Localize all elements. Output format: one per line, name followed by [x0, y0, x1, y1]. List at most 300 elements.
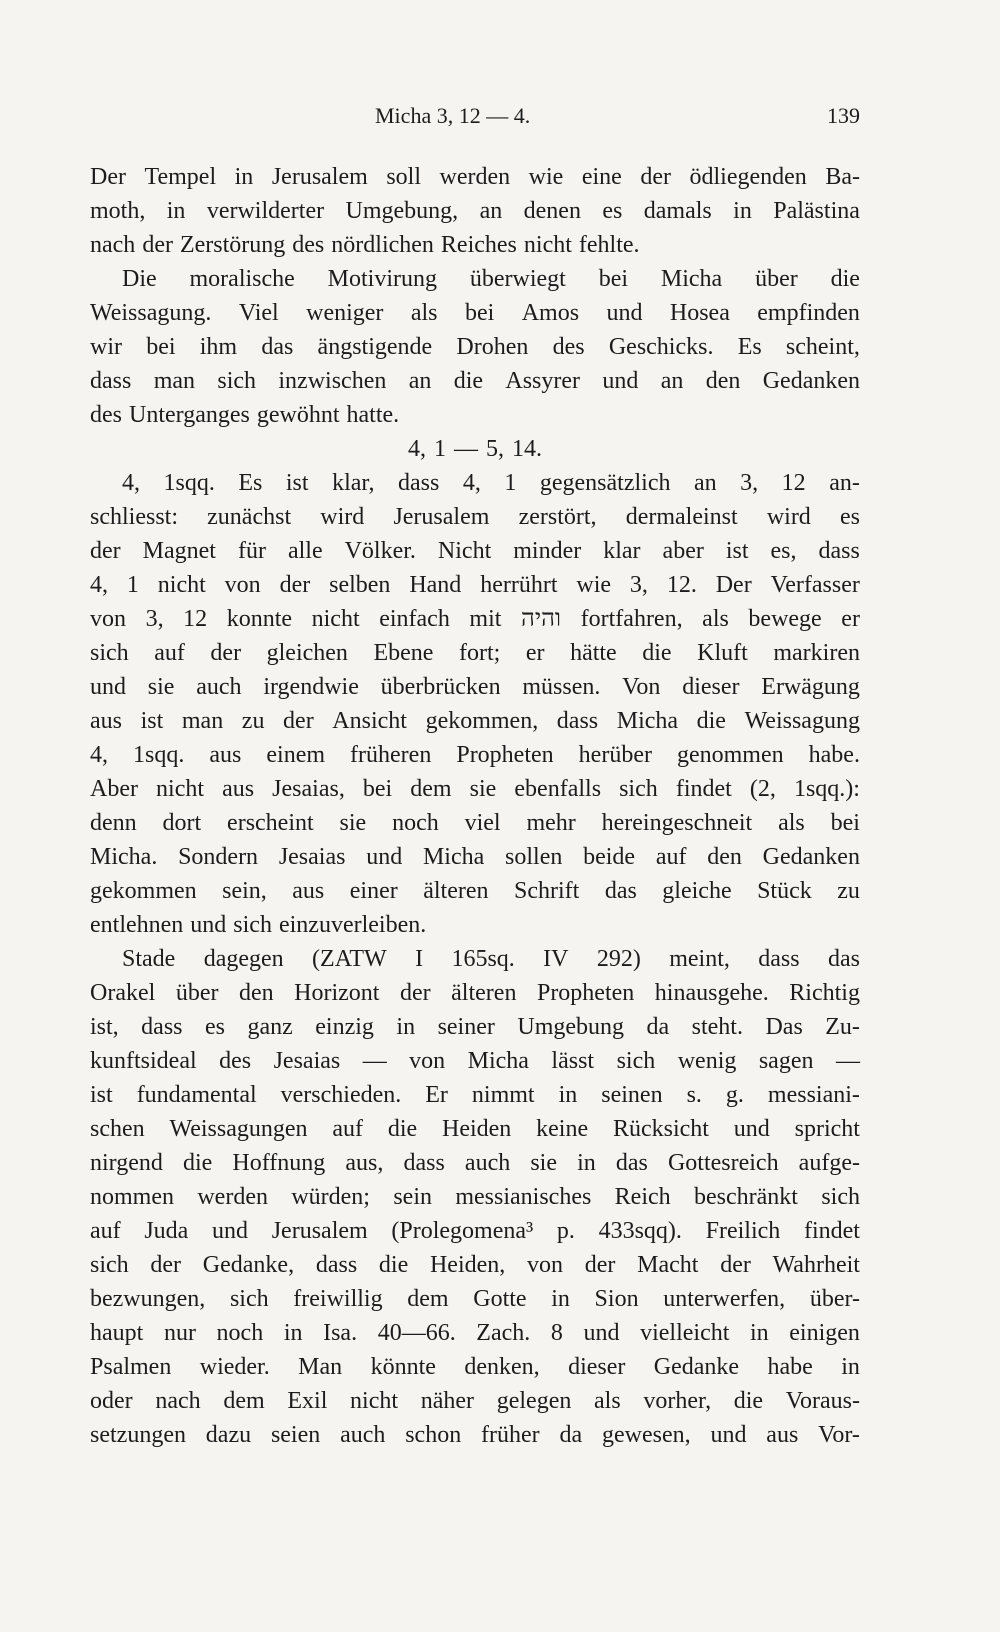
word: wird [766, 504, 811, 530]
text-line [90, 500, 860, 534]
word: habe [767, 1354, 813, 1380]
word: Ebene [373, 640, 434, 666]
word: ganz [247, 1014, 293, 1040]
word: 4, [408, 436, 426, 462]
word: müssen. [522, 674, 601, 700]
word: die [378, 1252, 409, 1278]
word: bewege [748, 606, 822, 632]
text-line [90, 1418, 860, 1452]
word: freiwillig [293, 1286, 383, 1312]
word: da [559, 1422, 583, 1448]
word: genommen [676, 742, 784, 768]
word: oder [90, 1388, 133, 1414]
word: mit [469, 606, 502, 632]
word: bei [146, 334, 176, 360]
word: sagen [758, 1048, 814, 1074]
word: wie [576, 572, 612, 598]
word: der [399, 980, 431, 1006]
word: überbrücken [380, 674, 501, 700]
word: Isa. [323, 1320, 358, 1346]
word: der [142, 232, 173, 258]
text-line [90, 908, 860, 942]
word: klar [603, 538, 641, 564]
word: Gedanke [653, 1354, 740, 1380]
word: seinen [601, 1082, 663, 1108]
word: sich [217, 368, 257, 394]
word: inzwischen [278, 368, 387, 394]
text-line [90, 262, 860, 296]
word: Verfasser [770, 572, 860, 598]
word: in [396, 1014, 416, 1040]
word: denn [90, 810, 137, 836]
text-line [90, 670, 860, 704]
word: habe. [808, 742, 860, 768]
text-line [90, 772, 860, 806]
word: Erwägung [761, 674, 860, 700]
word: Richtig [789, 980, 860, 1006]
word: gleichen [266, 640, 348, 666]
word: Schrift [514, 878, 580, 904]
word: gelegen [496, 1388, 572, 1414]
word: Zu- [825, 1014, 860, 1040]
word: dass [141, 1014, 183, 1040]
word: an [693, 470, 717, 496]
word: fundamental [136, 1082, 257, 1108]
text-line [90, 296, 860, 330]
word: 3, [629, 572, 648, 598]
word: Magnet [142, 538, 216, 564]
word: — [362, 1048, 387, 1074]
word: I [415, 946, 424, 972]
word: Geschicks. [608, 334, 714, 360]
word: konnte [226, 606, 293, 632]
word: scheint, [785, 334, 860, 360]
word: nach [155, 1388, 201, 1414]
word: könnte [370, 1354, 436, 1380]
word: ist [285, 470, 309, 496]
word: auch [464, 1150, 511, 1176]
word: Völker. [344, 538, 416, 564]
word: früheren [350, 742, 432, 768]
running-head [90, 103, 860, 139]
word: kunftsideal [90, 1048, 197, 1074]
word: Amos [521, 300, 580, 326]
word: die [642, 640, 672, 666]
word: einzig [315, 1014, 374, 1040]
word: zerstört, [518, 504, 597, 530]
word: Jesaias [273, 1048, 341, 1074]
word: steht. [691, 1014, 743, 1040]
word: setzungen [90, 1422, 186, 1448]
word: gegensätzlich [539, 470, 671, 496]
word: moralische [189, 266, 295, 292]
word: als [594, 1388, 621, 1414]
word: Stück [757, 878, 812, 904]
word: nicht [311, 606, 360, 632]
text-line [90, 534, 860, 568]
word: und [606, 300, 643, 326]
word: 1sqq. [133, 742, 185, 768]
word: Von [622, 674, 661, 700]
word: für [237, 538, 266, 564]
word: er [841, 606, 860, 632]
word: werden [197, 1184, 268, 1210]
word: 12 [183, 606, 208, 632]
word: vielleicht [640, 1320, 730, 1346]
word: Jerusalem [271, 164, 368, 190]
word: 1sqq. [163, 470, 215, 496]
word: dass [818, 538, 860, 564]
word: Es [737, 334, 762, 360]
word: Propheten [536, 980, 635, 1006]
word: auf [655, 844, 687, 870]
word: messiani- [767, 1082, 860, 1108]
word: Jesaias, [272, 776, 345, 802]
word: meint, [669, 946, 730, 972]
word: sich [90, 640, 129, 666]
word: Assyrer [505, 368, 581, 394]
word: 4, [90, 572, 108, 598]
word: dem [410, 776, 452, 802]
word: Aber [90, 776, 138, 802]
word: und [366, 844, 403, 870]
word: Es [238, 470, 263, 496]
word: schon [405, 1422, 462, 1448]
word: nirgend [90, 1150, 163, 1176]
word: Viel [238, 300, 279, 326]
text-line [90, 1146, 860, 1180]
word: 14. [512, 436, 542, 462]
word: der [584, 1252, 616, 1278]
word: über [175, 980, 219, 1006]
word: Ba- [825, 164, 860, 190]
word: ebenfalls [514, 776, 602, 802]
word: und [190, 912, 227, 938]
word: an [479, 198, 503, 224]
word: 3, [145, 606, 164, 632]
word: Horizont [294, 980, 380, 1006]
word: Reich [614, 1184, 671, 1210]
word: Sondern [178, 844, 259, 870]
word: fort; [458, 640, 501, 666]
text-line [90, 1214, 860, 1248]
word: Macht [637, 1252, 699, 1278]
word: sich [616, 1048, 656, 1074]
word: bei [598, 266, 629, 292]
text-line [90, 568, 860, 602]
word: aber [662, 538, 704, 564]
word: der [210, 640, 242, 666]
word: über- [809, 1286, 860, 1312]
word: Die [122, 266, 157, 292]
word: unterwerfen, [663, 1286, 786, 1312]
text-line [90, 874, 860, 908]
word: als [778, 810, 805, 836]
word: Heiden, [429, 1252, 506, 1278]
word: Heiden [442, 1116, 512, 1142]
word: dazu [205, 1422, 252, 1448]
word: sie [469, 776, 497, 802]
word: Weissagung [744, 708, 860, 734]
word: des [90, 402, 122, 428]
word: ängstigende [317, 334, 433, 360]
word: auch [196, 674, 242, 700]
word: gleiche [662, 878, 732, 904]
word: gewöhnt [256, 402, 340, 428]
word: auf [154, 640, 185, 666]
word: Kluft [697, 640, 748, 666]
word: es [205, 1014, 225, 1040]
word: weniger [306, 300, 384, 326]
word: bei [362, 776, 393, 802]
word: den [238, 980, 274, 1006]
word: das [827, 946, 860, 972]
word: näher [420, 1388, 475, 1414]
word: Gedanke, [202, 1252, 295, 1278]
word: einzuverleiben. [278, 912, 427, 938]
running-title: Micha 3, 12 — 4. [375, 103, 531, 128]
word: Weissagungen [169, 1116, 308, 1142]
text-line [90, 1316, 860, 1350]
word: ödliegenden [689, 164, 807, 190]
word: dem [223, 1388, 265, 1414]
word: irgendwie [263, 674, 359, 700]
word: das [261, 334, 294, 360]
word: messianisches [455, 1184, 592, 1210]
word: Psalmen [90, 1354, 172, 1380]
word: Hosea [669, 300, 730, 326]
word: auch [340, 1422, 386, 1448]
word: dort [162, 810, 202, 836]
word: in [750, 1320, 769, 1346]
text-line [90, 636, 860, 670]
body-text [90, 160, 860, 1452]
word: Hand [409, 572, 462, 598]
word: der [640, 164, 671, 190]
word: 1 [126, 572, 139, 598]
word: Micha [467, 1048, 529, 1074]
word: wird [320, 504, 365, 530]
word: Zach. [476, 1320, 531, 1346]
word: Orakel [90, 980, 156, 1006]
word: in [234, 164, 254, 190]
word: in [733, 198, 752, 224]
text-line [90, 1044, 860, 1078]
word: ist, [90, 1014, 119, 1040]
word: Das [765, 1014, 803, 1040]
word: und [90, 674, 126, 700]
word: Unterganges [129, 402, 250, 428]
word: damals [643, 198, 712, 224]
word: es, [770, 538, 797, 564]
word: gekommen [90, 878, 197, 904]
word: nommen [90, 1184, 174, 1210]
word: von [527, 1252, 564, 1278]
text-line [90, 1078, 860, 1112]
word: an- [829, 470, 860, 496]
word: nur [163, 1320, 196, 1346]
word: über [755, 266, 798, 292]
word: und [733, 1116, 770, 1142]
word: sie [339, 810, 367, 836]
word: nicht [350, 1388, 399, 1414]
word: ist [725, 538, 749, 564]
word: als [410, 300, 438, 326]
word: hereingeschneit [601, 810, 753, 836]
word: Stade [122, 946, 176, 972]
word: — [454, 436, 478, 462]
word: Wahrheit [772, 1252, 860, 1278]
word: ist [90, 1082, 113, 1108]
word: der [150, 1252, 182, 1278]
text-line [90, 840, 860, 874]
word: — [835, 1048, 860, 1074]
word: würden; [291, 1184, 370, 1210]
word: den [705, 368, 741, 394]
word: 40—66. [377, 1320, 456, 1346]
word: man [153, 368, 196, 394]
text-line [90, 1248, 860, 1282]
word: Umgebung, [345, 198, 459, 224]
word: aus [90, 708, 122, 734]
text-line [90, 228, 860, 262]
text-line [90, 160, 860, 194]
word: sein [393, 1184, 432, 1210]
word: verschieden. [280, 1082, 402, 1108]
word: lässt [551, 1048, 595, 1074]
word: Er [425, 1082, 448, 1108]
word: als [702, 606, 729, 632]
word: gekommen, [425, 708, 539, 734]
word: von [224, 572, 261, 598]
text-line [90, 1010, 860, 1044]
word: früher [481, 1422, 540, 1448]
word: der [283, 708, 314, 734]
word: dass [758, 946, 800, 972]
word: Hoffnung [232, 1150, 326, 1176]
word: minder [513, 538, 582, 564]
word: ist [140, 708, 164, 734]
word: s. [686, 1082, 702, 1108]
word: an [660, 368, 684, 394]
word: den [707, 844, 742, 870]
word: die [733, 1388, 764, 1414]
word: beide [583, 844, 636, 870]
text-line [90, 1384, 860, 1418]
word: es [839, 504, 860, 530]
word: nimmt [471, 1082, 535, 1108]
word: aus [222, 776, 255, 802]
text-line [90, 364, 860, 398]
word: dass [403, 1150, 445, 1176]
word: Gedanken [762, 844, 860, 870]
word: vorher, [643, 1388, 712, 1414]
word: zu [241, 708, 265, 734]
word: des [219, 1048, 252, 1074]
word: einigen [789, 1320, 860, 1346]
text-line [90, 806, 860, 840]
word: dagegen [203, 946, 284, 972]
word: Jerusalem [271, 1218, 368, 1244]
word: erscheint [227, 810, 314, 836]
word: Juda [144, 1218, 189, 1244]
word: von [90, 606, 126, 632]
word: soll [386, 164, 421, 190]
word: Palästina [773, 198, 860, 224]
word: schen [90, 1116, 145, 1142]
word: das [615, 1150, 648, 1176]
word: sein, [222, 878, 267, 904]
word: eine [581, 164, 622, 190]
word: (Prolegomena³ [391, 1218, 534, 1244]
word: die [453, 368, 484, 394]
word: Gedanken [762, 368, 860, 394]
word: Freilich [705, 1218, 781, 1244]
word: es [602, 198, 623, 224]
word: aus [292, 878, 325, 904]
word: an [408, 368, 432, 394]
word: 4, [122, 470, 140, 496]
word: fortfahren, [580, 606, 683, 632]
word: der [279, 572, 311, 598]
word: Micha. [90, 844, 158, 870]
word: 292) [596, 946, 641, 972]
word: noch [216, 1320, 264, 1346]
word: die [696, 708, 726, 734]
text-line [90, 1112, 860, 1146]
word: Man [298, 1354, 343, 1380]
word: werden [439, 164, 511, 190]
word: 5, [486, 436, 504, 462]
word: aus [766, 1422, 799, 1448]
word: einem [266, 742, 326, 768]
word: des [552, 334, 585, 360]
word: wenig [677, 1048, 737, 1074]
word: das [604, 878, 637, 904]
text-line [90, 976, 860, 1010]
text-line [90, 466, 860, 500]
word: g. [725, 1082, 744, 1108]
word: in [577, 1150, 596, 1176]
word: (2, [749, 776, 776, 802]
word: der [720, 1252, 751, 1278]
word: nicht [523, 232, 572, 258]
text-line [90, 194, 860, 228]
word: aufge- [798, 1150, 860, 1176]
word: und [583, 1320, 620, 1346]
word: seiner [437, 1014, 495, 1040]
word: 1sqq.): [793, 776, 860, 802]
word: und [710, 1422, 747, 1448]
word: in [283, 1320, 303, 1346]
word: spricht [794, 1116, 860, 1142]
word: die [387, 1116, 418, 1142]
word: dieser [682, 674, 740, 700]
word: und [602, 368, 639, 394]
word: dass [556, 708, 599, 734]
word: 3, [740, 470, 759, 496]
word: und [212, 1218, 249, 1244]
word: denen [523, 198, 581, 224]
word: 4, [90, 742, 108, 768]
word: älteren [423, 878, 489, 904]
page-number: 139 [827, 103, 860, 128]
word: aus [209, 742, 242, 768]
word: Der [715, 572, 752, 598]
word: sie [530, 1150, 557, 1176]
word: Gotte [473, 1286, 527, 1312]
word: 12. [666, 572, 697, 598]
